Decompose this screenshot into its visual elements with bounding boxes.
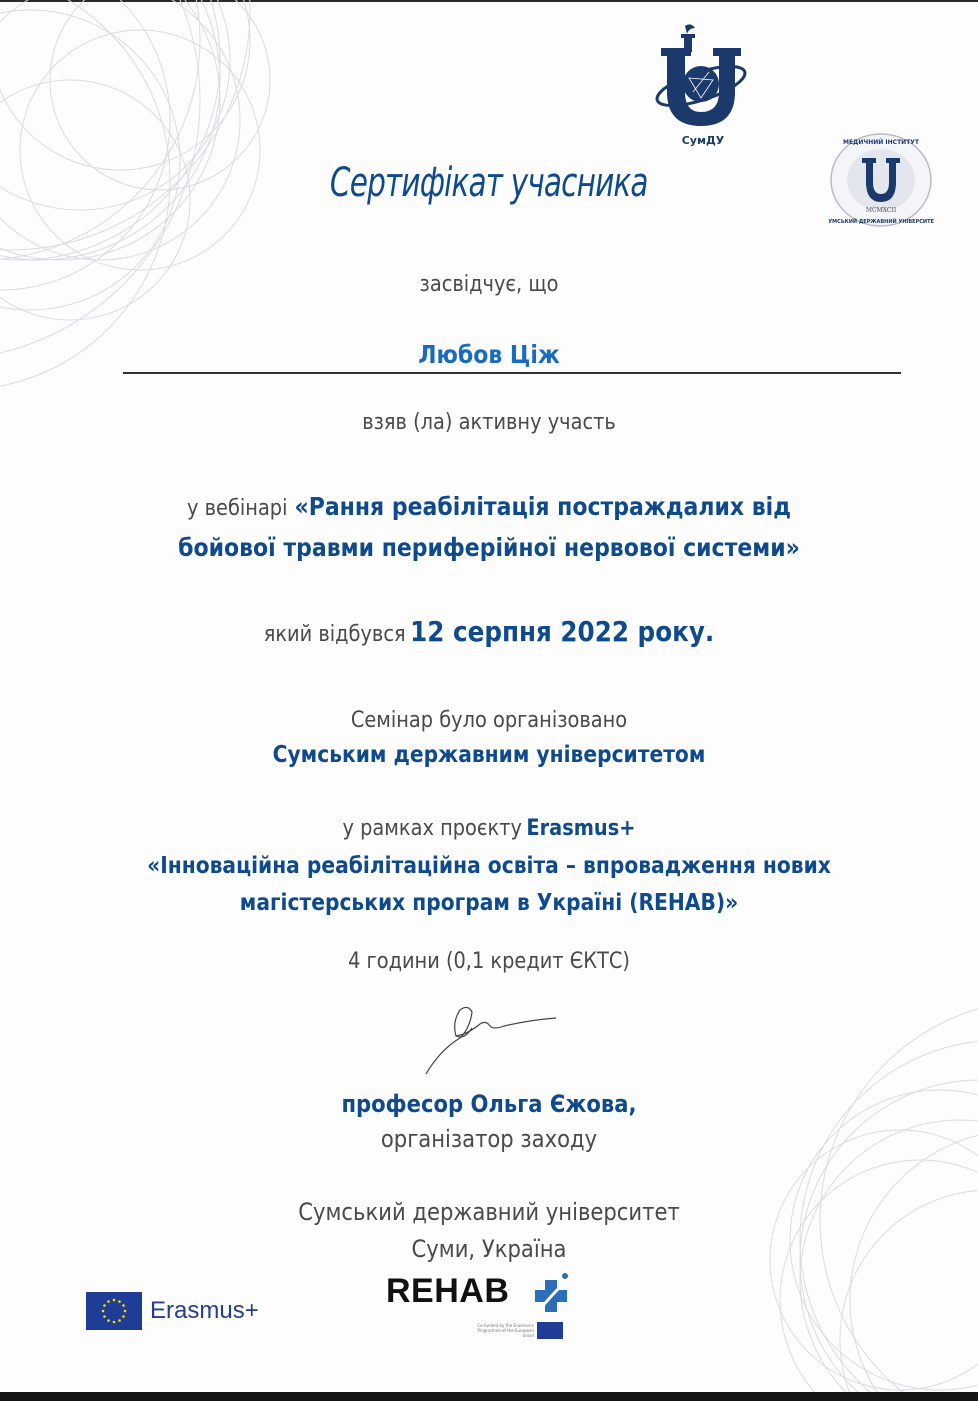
project-title-part-1: «Інноваційна реабілітаційна освіта – впровадження нових (147, 853, 831, 879)
webinar-title-part-1: «Рання реабілітація постраждалих від (294, 492, 791, 521)
participation-text: взяв (ла) активну участь (362, 410, 616, 435)
institution-name: Сумський державний університет (298, 1198, 680, 1226)
eu-flag-icon (86, 1292, 142, 1330)
top-border (0, 0, 978, 2)
sumdu-logo (655, 22, 751, 152)
erasmus-logo (86, 1292, 259, 1330)
svg-text:СумДУ: СумДУ (681, 134, 725, 147)
date-prefix: який відбувся (263, 622, 406, 647)
cofunded-text: Co-funded by the Erasmus+ Programme of the European Union (477, 1323, 534, 1338)
project-title-part-2: магістерських програм в Україні (REHAB)» (239, 890, 739, 916)
svg-text:МЕДИЧНИЙ ІНСТИТУТ: МЕДИЧНИЙ ІНСТИТУТ (842, 139, 920, 146)
location: Суми, Україна (411, 1235, 567, 1263)
signatory-role: організатор заходу (380, 1125, 598, 1153)
rehab-cross-icon (531, 1272, 571, 1316)
eu-flag-small-icon (537, 1322, 563, 1339)
project-prefix: у рамках проєкту (342, 816, 522, 841)
guilloche-pattern-top-left (0, 0, 330, 440)
signatory-name: професор Ольга Єжова, (341, 1090, 637, 1118)
organized-text: Семінар було організовано (350, 708, 628, 733)
bottom-bar (0, 1392, 978, 1401)
project-program: Erasmus+ (526, 816, 636, 841)
event-date: 12 серпня 2022 року. (410, 615, 715, 648)
certifies-text: засвідчує, що (419, 272, 559, 297)
sumdu-emblem-icon (655, 22, 751, 148)
webinar-title-part-2: бойової травми периферійної нервової системи» (178, 533, 800, 562)
svg-text:MCMXCII: MCMXCII (865, 207, 897, 214)
project-line (59, 816, 920, 841)
date-line (59, 615, 920, 648)
signature (420, 1000, 560, 1080)
webinar-line-1 (59, 492, 920, 521)
rehab-label: REHAB (386, 1272, 510, 1310)
webinar-prefix: у вебінарі (187, 496, 288, 521)
certificate-title: Сертифікат учасника (329, 160, 648, 206)
rehab-logo (386, 1272, 534, 1338)
guilloche-pattern-bottom-right (720, 1000, 978, 1392)
erasmus-label: Erasmus+ (150, 1297, 259, 1324)
hours-credits: 4 години (0,1 кредит ЄКТС) (348, 949, 630, 974)
name-underline (123, 372, 901, 374)
participant-name: Любов Ціж (418, 340, 560, 369)
svg-text:СУМСЬКИЙ ДЕРЖАВНИЙ УНІВЕРСИТЕТ: СУМСЬКИЙ ДЕРЖАВНИЙ УНІВЕРСИТЕТ (828, 219, 934, 225)
cofunded-notice (474, 1322, 563, 1339)
organizer-name: Сумським державним університетом (272, 742, 706, 768)
